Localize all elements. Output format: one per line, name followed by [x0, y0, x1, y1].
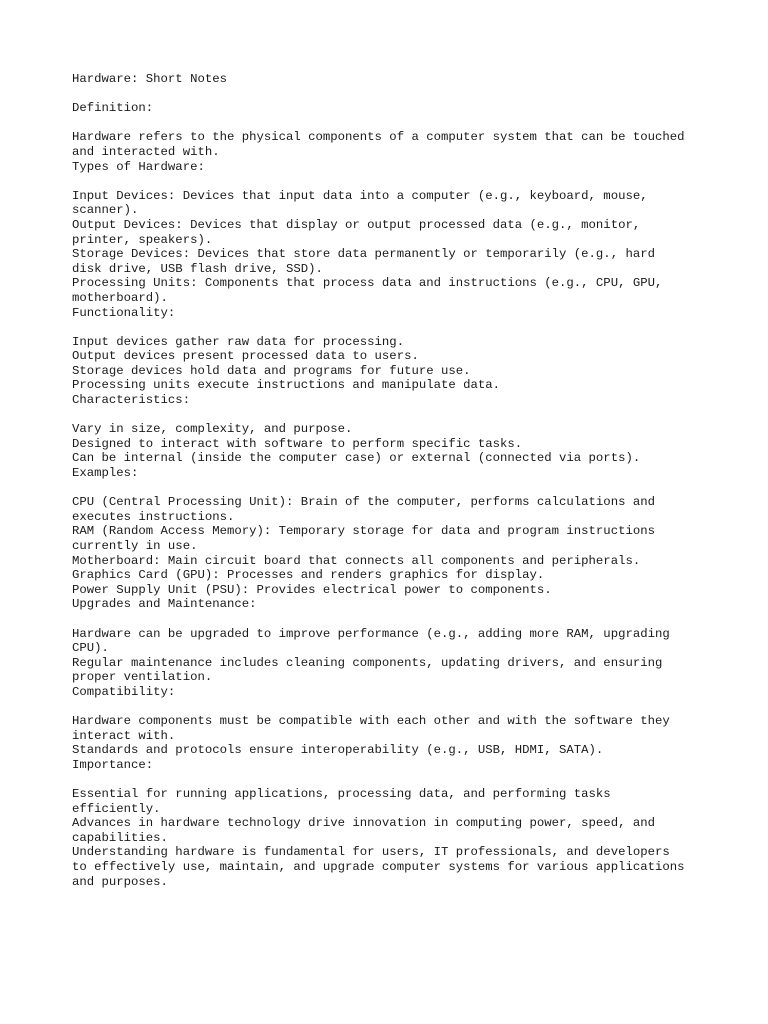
- document-line: Designed to interact with software to perform specific tasks.: [72, 436, 523, 451]
- blank-line: [72, 174, 712, 189]
- document-line: CPU).: [72, 641, 109, 656]
- document-line: Examples:: [72, 466, 139, 481]
- document-line: Hardware: Short Notes: [72, 72, 227, 86]
- document-line: Can be internal (inside the computer case) or external (connected via ports).: [72, 451, 641, 466]
- document-line: Processing units execute instructions and manipulate data.: [72, 378, 501, 393]
- document-line: Essential for running applications, processing data, and performing tasks: [72, 787, 611, 802]
- document-line: printer, speakers).: [72, 232, 213, 247]
- document-line: Processing Units: Components that process data and instructions (e.g., CPU, GPU,: [72, 276, 663, 291]
- document-line: Understanding hardware is fundamental for users, IT professionals, and developers: [72, 845, 670, 860]
- document-line: Vary in size, complexity, and purpose.: [72, 422, 353, 437]
- document-line: Power Supply Unit (PSU): Provides electrical power to components.: [72, 582, 552, 597]
- blank-line: [72, 612, 712, 627]
- blank-line: [72, 408, 712, 423]
- document-line: Output Devices: Devices that display or output processed data (e.g., monitor,: [72, 217, 641, 232]
- document-line: Regular maintenance includes cleaning components, updating drivers, and ensuring: [72, 655, 663, 670]
- document-line: interact with.: [72, 728, 176, 743]
- document-line: Storage Devices: Devices that store data permanently or temporarily (e.g., hard: [72, 247, 655, 262]
- blank-line: [72, 320, 712, 335]
- document-line: Definition:: [72, 101, 154, 116]
- document-line: Standards and protocols ensure interoperability (e.g., USB, HDMI, SATA).: [72, 743, 604, 758]
- document-line: Hardware can be upgraded to improve performance (e.g., adding more RAM, upgrading: [72, 626, 670, 641]
- document-line: Functionality:: [72, 305, 176, 320]
- document-line: Motherboard: Main circuit board that connects all components and peripherals.: [72, 553, 641, 568]
- document-page: [72, 72, 712, 889]
- document-line: Types of Hardware:: [72, 159, 205, 174]
- document-line: to effectively use, maintain, and upgrade computer systems for various applications: [72, 860, 685, 875]
- document-line: Output devices present processed data to users.: [72, 349, 419, 364]
- document-line: executes instructions.: [72, 509, 235, 524]
- document-line: Input devices gather raw data for processing.: [72, 334, 405, 349]
- document-line: Hardware refers to the physical components of a computer system that can be touched: [72, 130, 685, 145]
- document-line: currently in use.: [72, 539, 198, 553]
- document-line: Upgrades and Maintenance:: [72, 597, 257, 612]
- document-line: Graphics Card (GPU): Processes and renders graphics for display.: [72, 568, 545, 583]
- document-line: proper ventilation.: [72, 670, 213, 685]
- document-line: CPU (Central Processing Unit): Brain of the computer, performs calculations and: [72, 495, 655, 510]
- document-line: Input Devices: Devices that input data into a computer (e.g., keyboard, mouse,: [72, 188, 648, 203]
- document-line: Characteristics:: [72, 393, 191, 408]
- document-line: disk drive, USB flash drive, SSD).: [72, 261, 323, 276]
- document-line: efficiently.: [72, 801, 161, 816]
- document-line: Compatibility:: [72, 684, 176, 699]
- document-line: Storage devices hold data and programs for future use.: [72, 363, 471, 378]
- document-line: motherboard).: [72, 290, 168, 305]
- document-line: RAM (Random Access Memory): Temporary storage for data and program instructions: [72, 524, 655, 539]
- document-line: Hardware components must be compatible with each other and with the software they: [72, 714, 670, 729]
- blank-line: [72, 773, 712, 788]
- document-line: scanner).: [72, 203, 139, 218]
- document-line: capabilities.: [72, 830, 168, 845]
- document-line: and purposes.: [72, 874, 168, 889]
- document-line: and interacted with.: [72, 144, 220, 159]
- document-line: Advances in hardware technology drive innovation in computing power, speed, and: [72, 816, 655, 831]
- blank-line: [72, 87, 712, 102]
- document-line: Importance:: [72, 757, 154, 772]
- blank-line: [72, 116, 712, 131]
- blank-line: [72, 481, 712, 496]
- blank-line: [72, 700, 712, 715]
